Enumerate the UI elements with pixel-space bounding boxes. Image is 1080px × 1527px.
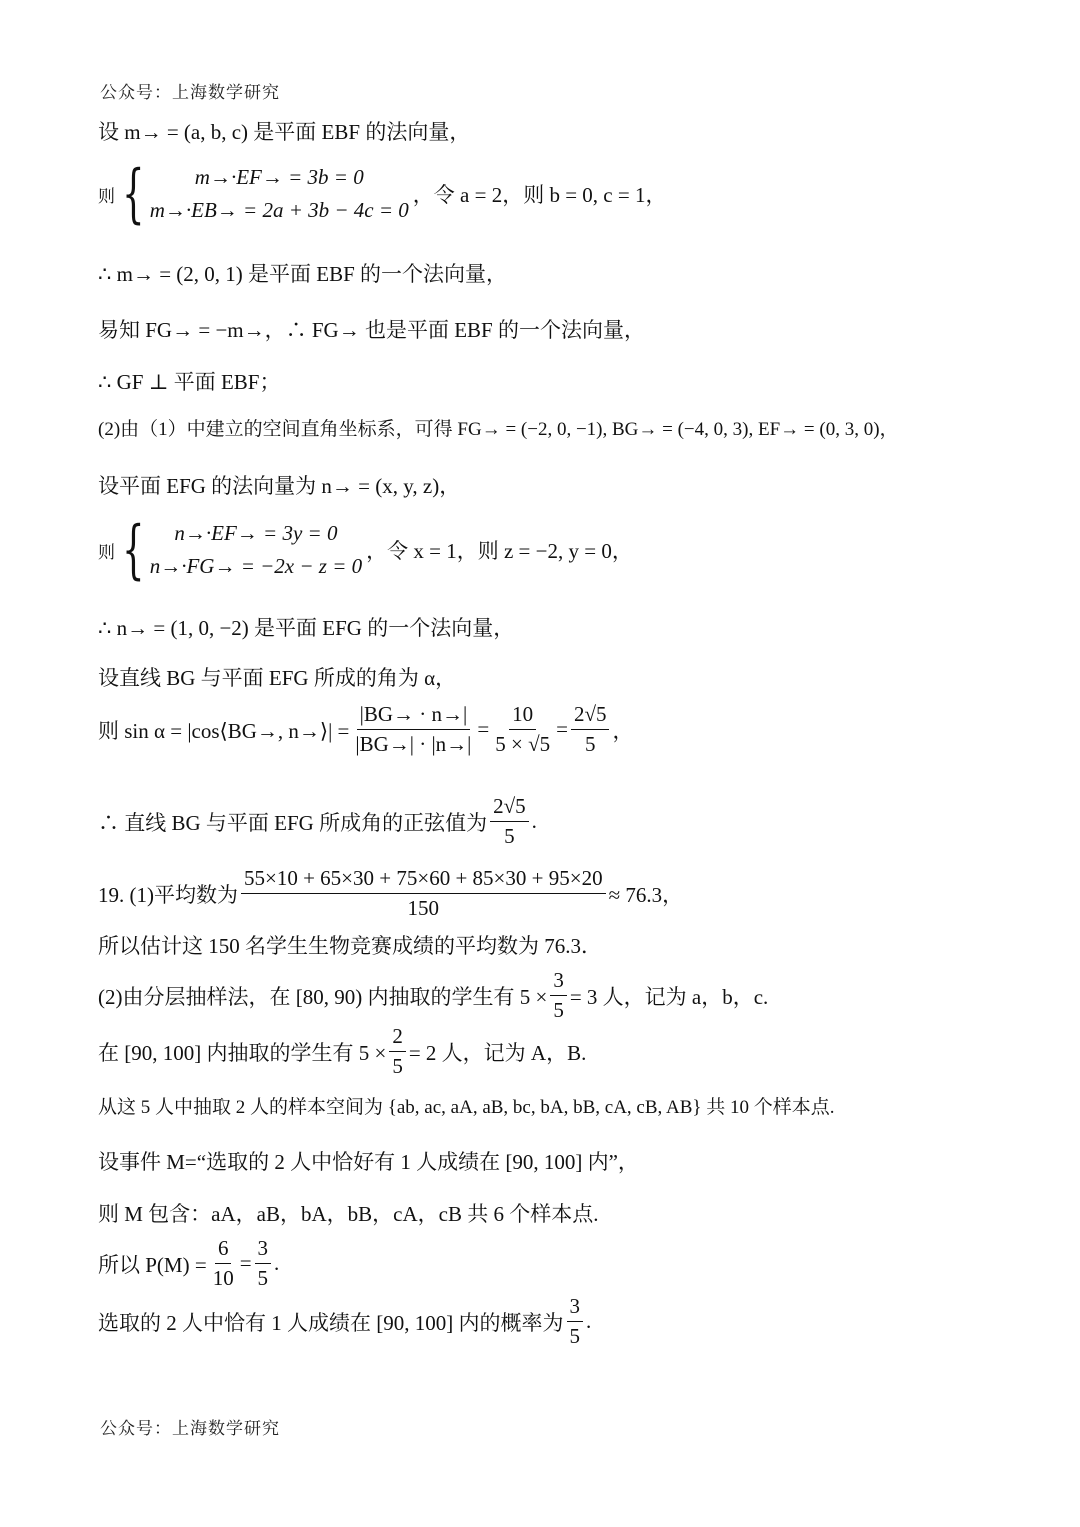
line-probability-conclusion: 选取的 2 人中恰有 1 人成绩在 [90, 100] 内的概率为 $\frac{3}{5}$ . bbox=[98, 1294, 592, 1348]
line-sine-answer: ∴ 直线 BG 与平面 EFG 所成角的正弦值为 $\frac{2√5}{5}$ . bbox=[98, 794, 537, 848]
footer-source: 公众号：上海数学研究 bbox=[100, 1419, 280, 1439]
line-sample-space: 从这 5 人中抽取 2 人的样本空间为 {ab, ac, aA, aB, bc, bA, bB, cA, cB, AB} 共 10 个样本点. bbox=[98, 1097, 835, 1118]
line-part2-coords: (2)由（1）中建立的空间直角坐标系，可得 FG→ = (−2, 0, −1), BG→ = (−4, 0, 3), EF→ = (0, 3, 0)， bbox=[98, 419, 899, 440]
line-n-result: ∴ n→ = (1, 0, −2) 是平面 EFG 的一个法向量， bbox=[98, 616, 515, 640]
fraction: $\frac{2}{5}$ bbox=[389, 1024, 406, 1079]
line-normal-vector-m: 设 m→ = (a, b, c) 是平面 EBF 的法向量， bbox=[98, 120, 471, 144]
fraction: $\frac{3}{5}$ bbox=[255, 1236, 272, 1291]
line-probability: 所以 P(M) = $\frac{6}{10}$ = $\frac{3}{5}$ . bbox=[98, 1236, 280, 1290]
fraction: $\frac{55\times 10 + 65\times 30 + 75\times 60 + 85\times 30 + 95\times 20}{150}$ bbox=[241, 866, 606, 921]
fraction: $\frac{6}{10}$ bbox=[212, 1236, 234, 1290]
line-event-def: 设事件 M=“选取的 2 人中恰好有 1 人成绩在 [90, 100] 内”， bbox=[98, 1150, 639, 1174]
fraction: $\frac{2√5}{5}$ bbox=[571, 702, 610, 757]
line-stratified-90-100: 在 [90, 100] 内抽取的学生有 5 × $\frac{2}{5}$ = 2 人，记为 A，B. bbox=[98, 1024, 587, 1078]
line-mean-conclusion: 所以估计这 150 名学生生物竞赛成绩的平均数为 76.3． bbox=[98, 934, 602, 958]
line-q19-mean: 19. (1)平均数为 $\frac{55\times 10 + 65\times 30 + 75\times 60 + 85\times 30 + 95\times 20}{150}$ ≈ 76.3， bbox=[98, 866, 684, 920]
fraction: $\frac{10}{5 \times √5}$ bbox=[495, 702, 551, 756]
header-source: 公众号：上海数学研究 bbox=[100, 83, 280, 103]
line-normal-vector-n: 设平面 EFG 的法向量为 n→ = (x, y, z)， bbox=[98, 474, 461, 498]
fraction: $\frac{3}{5}$ bbox=[550, 968, 567, 1023]
line-gf-perp: ∴ GF ⊥ 平面 EBF； bbox=[98, 370, 281, 394]
line-fg-parallel: 易知 FG→ = −m→，∴ FG→ 也是平面 EBF 的一个法向量， bbox=[98, 318, 645, 342]
line-event-contains: 则 M 包含：aA，aB，bA，bB，cA，cB 共 6 个样本点. bbox=[98, 1202, 599, 1226]
line-m-result: ∴ m→ = (2, 0, 1) 是平面 EBF 的一个法向量， bbox=[98, 262, 508, 286]
line-sin-alpha: 则 sin α = |cos⟨BG→, n→⟩| = $\frac{|BG\to \cdot n\to|}{|BG\to| \cdot |n\to|}$ = $\frac{10}{5 \times √5}$ = $\frac{2√5}{5}$ ， bbox=[98, 702, 634, 756]
line-system-n: 则 { n→·EF→ = 3y = 0 n→·FG→ = −2x − z = 0 ，令 x = 1，则 z = −2, y = 0， bbox=[98, 513, 633, 587]
line-stratified-80-90: (2)由分层抽样法，在 [80, 90) 内抽取的学生有 5 × $\frac{3}{5}$ = 3 人，记为 a，b，c. bbox=[98, 968, 769, 1022]
equation-system: { m→·EF→ = 3b = 0 m→·EB→ = 2a + 3b − 4c = 0 bbox=[122, 157, 409, 231]
equation-system: { n→·EF→ = 3y = 0 n→·FG→ = −2x − z = 0 bbox=[122, 513, 363, 587]
fraction: $\frac{3}{5}$ bbox=[567, 1294, 584, 1349]
fraction: $\frac{2√5}{5}$ bbox=[490, 794, 529, 849]
line-system-m: 则 { m→·EF→ = 3b = 0 m→·EB→ = 2a + 3b − 4c = 0 ，令 a = 2，则 b = 0, c = 1， bbox=[98, 157, 667, 231]
line-angle-def: 设直线 BG 与平面 EFG 所成的角为 α， bbox=[98, 666, 457, 690]
fraction: $\frac{|BG\to \cdot n\to|}{|BG\to| \cdot |n\to|}$ bbox=[355, 702, 472, 756]
